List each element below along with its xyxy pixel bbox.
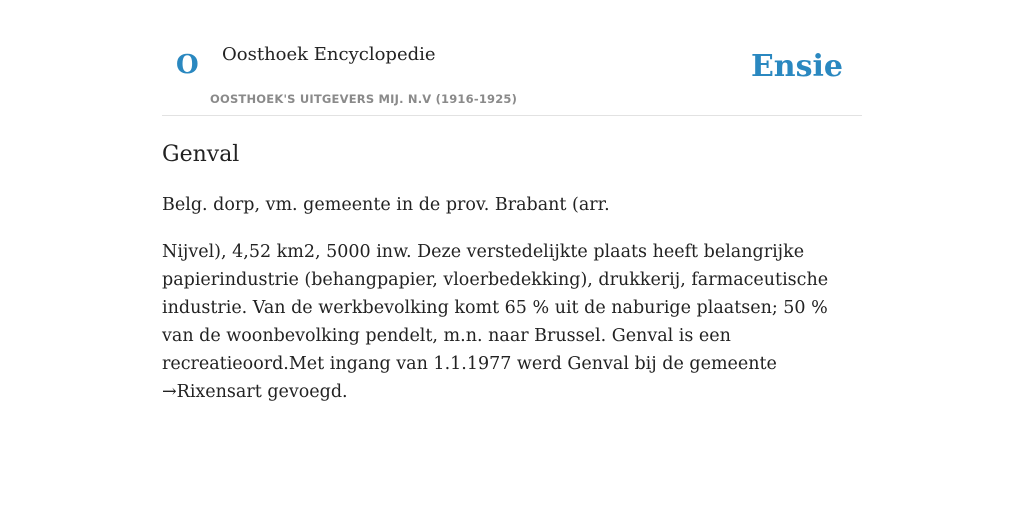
rixensart-link[interactable]: →Rixensart: [162, 382, 262, 402]
ensie-logo[interactable]: Ensie: [750, 49, 843, 84]
entry-title: Genval: [162, 142, 240, 167]
publisher-subtitle: OOSTHOEK'S UITGEVERS MIJ. N.V (1916-1925): [210, 92, 518, 106]
entry-paragraph-1: Belg. dorp, vm. gemeente in de prov. Brabant (arr.: [162, 195, 610, 215]
encyclopedia-title[interactable]: Oosthoek Encyclopedie: [222, 44, 436, 65]
entry-paragraph-2: [162, 238, 862, 406]
entry-paragraph-2-text: Nijvel), 4,52 km2, 5000 inw. Deze verstedelijkte plaats heeft belangrijke papierindustrie (behangpapier, vloerbedekking), drukkerij, farmaceutische industrie. Van de werkbevolking komt 65 % uit de naburige plaatsen; 50 % van de woonbevolking pendelt, m.n. naar Brussel. Genval is een recreatieoord.Met ingang van 1.1.1977 werd Genval bij de gemeente: [162, 242, 829, 374]
entry-paragraph-2-end: gevoegd.: [261, 382, 348, 402]
encyclopedia-logo[interactable]: O: [176, 50, 199, 80]
site-header: [162, 0, 862, 116]
page: [162, 0, 862, 406]
